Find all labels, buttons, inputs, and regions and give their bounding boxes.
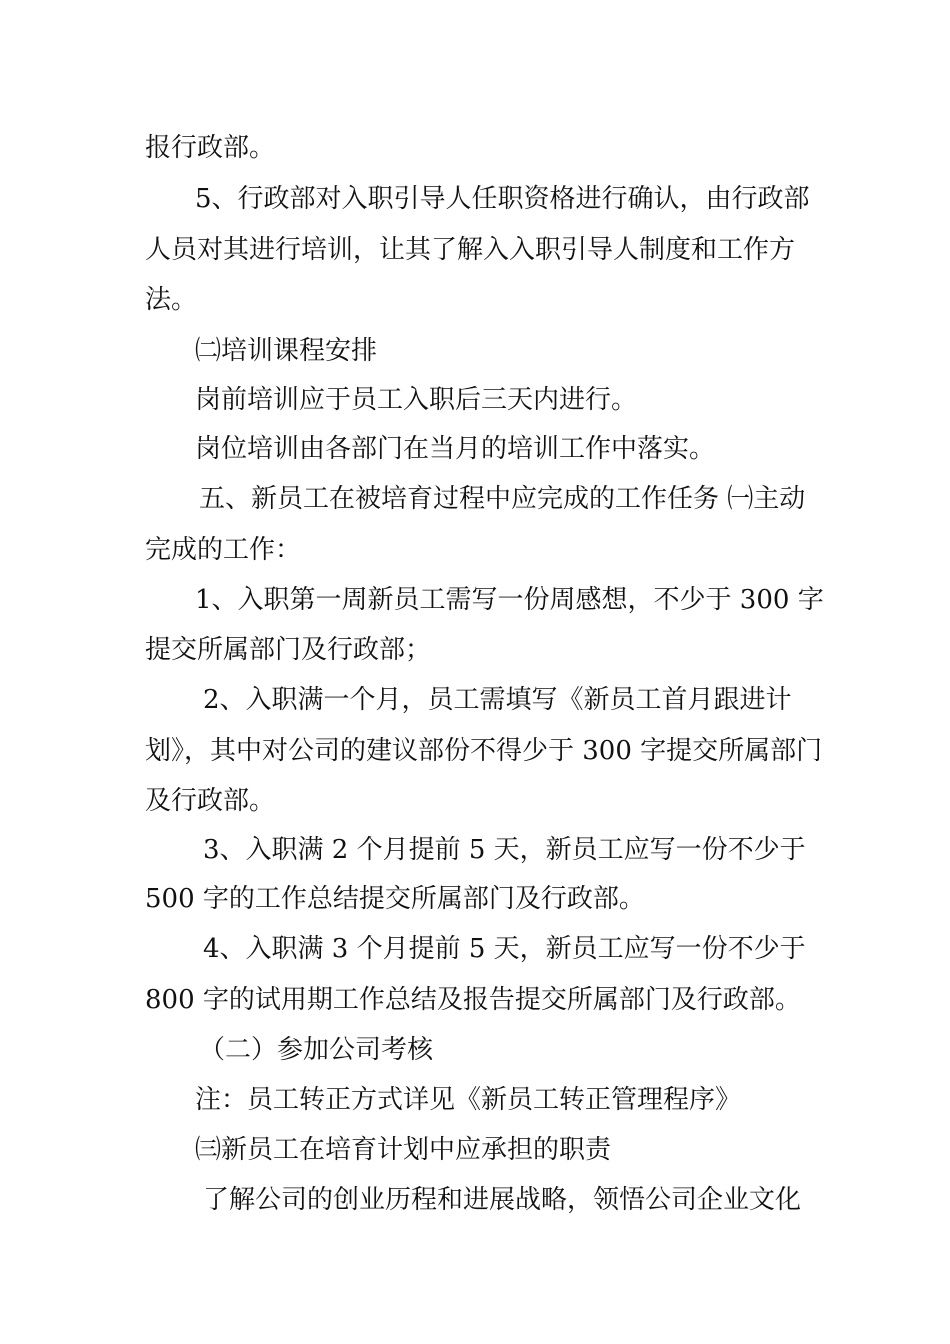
text-line: 3、入职满 2 个月提前 5 天，新员工应写一份不少于 bbox=[203, 835, 806, 865]
text-line: 划》，其中对公司的建议部份不得少于 300 字提交所属部门 bbox=[145, 736, 823, 766]
text-line: 及行政部。 bbox=[145, 786, 276, 816]
text-line: 2、入职满一个月，员工需填写《新员工首月跟进计 bbox=[203, 685, 792, 715]
text-line: 了解公司的创业历程和进展战略，领悟公司企业文化 bbox=[203, 1185, 802, 1215]
text-line: 完成的工作： bbox=[145, 535, 302, 565]
text-line: 法。 bbox=[145, 285, 198, 315]
text-line: 报行政部。 bbox=[145, 133, 276, 163]
text-line: 岗位培训由各部门在当月的培训工作中落实。 bbox=[195, 434, 716, 464]
section-heading: ㈡培训课程安排 bbox=[195, 336, 378, 366]
text-line: 人员对其进行培训，让其了解入入职引导人制度和工作方 bbox=[145, 235, 796, 265]
text-line: 4、入职满 3 个月提前 5 天，新员工应写一份不少于 bbox=[203, 934, 806, 964]
text-line: 注：员工转正方式详见《新员工转正管理程序》 bbox=[195, 1085, 742, 1115]
text-line: 岗前培训应于员工入职后三天内进行。 bbox=[195, 385, 638, 415]
text-line: 800 字的试用期工作总结及报告提交所属部门及行政部。 bbox=[145, 985, 801, 1015]
text-line: 500 字的工作总结提交所属部门及行政部。 bbox=[145, 884, 645, 914]
section-heading: 五、新员工在被培育过程中应完成的工作任务 ㈠主动 bbox=[199, 484, 806, 514]
section-heading: （二）参加公司考核 bbox=[199, 1035, 434, 1065]
text-line: 1、入职第一周新员工需写一份周感想，不少于 300 字 bbox=[195, 585, 824, 615]
text-line: 提交所属部门及行政部； bbox=[145, 635, 432, 665]
section-heading: ㈢新员工在培育计划中应承担的职责 bbox=[195, 1135, 612, 1165]
text-line: 5、行政部对入职引导人任职资格进行确认，由行政部 bbox=[195, 184, 810, 214]
